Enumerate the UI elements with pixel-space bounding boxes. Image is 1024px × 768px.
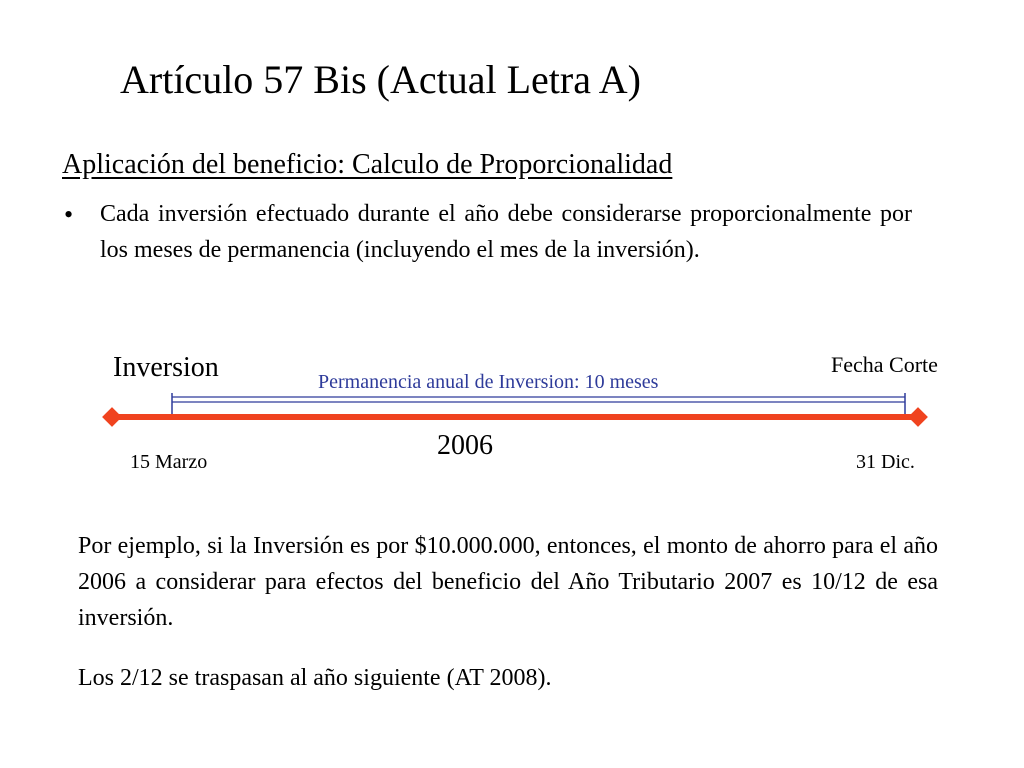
timeline-year-label: 2006 [437,430,493,461]
timeline-diagram [90,385,940,445]
example-paragraph: Por ejemplo, si la Inversión es por $10.000.000, entonces, el monto de ahorro para el año 2006 a considerar para efectos del beneficio del Año Tributario 2007 es 10/12 de esa inversión. [78,533,938,631]
timeline-end-date: 31 Dic. [856,451,915,473]
timeline-start-date: 15 Marzo [130,451,208,473]
timeline-start-label: Inversion [113,352,219,383]
bullet-text: Cada inversión efectuado durante el año debe considerarse proporcionalmente por los meses de permanencia (incluyendo el mes de la inversión). [100,201,912,263]
slide-title: Artículo 57 Bis (Actual Letra A) [120,57,641,102]
bullet-marker: • [64,200,74,229]
timeline-end-marker [908,407,928,427]
timeline-end-label: Fecha Corte [831,352,938,377]
slide-subtitle: Aplicación del beneficio: Calculo de Proporcionalidad [62,149,673,180]
transfer-paragraph: Los 2/12 se traspasan al año siguiente (AT 2008). [78,665,552,691]
timeline-start-marker [102,407,122,427]
timeline-span-label: Permanencia anual de Inversion: 10 meses [318,371,659,393]
